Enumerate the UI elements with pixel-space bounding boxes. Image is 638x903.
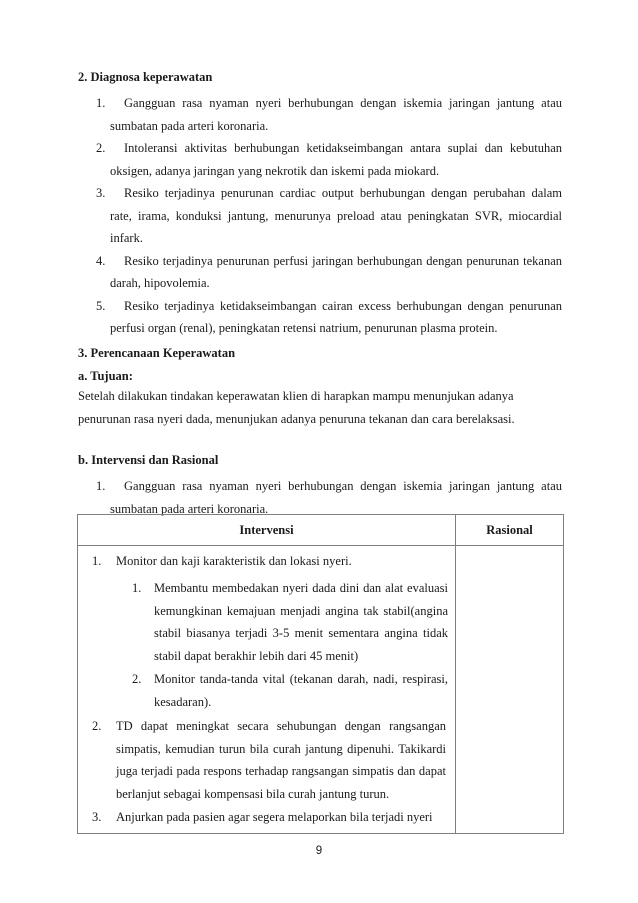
diagnosis-item: [96, 250, 562, 295]
item-text: Gangguan rasa nyaman nyeri berhubungan dengan iskemia jaringan jantung atau sumbatan pada arteri koronaria.: [110, 479, 562, 516]
intervensi-item: [92, 550, 444, 573]
item-number: 2.: [132, 672, 142, 686]
section-2-heading: 2. Diagnosa keperawatan: [78, 70, 213, 84]
tujuan-heading: a. Tujuan:: [78, 369, 133, 383]
item-number: 1.: [96, 479, 106, 493]
page-number: 9: [315, 845, 323, 857]
intervensi-heading: b. Intervensi dan Rasional: [78, 453, 219, 467]
section-3-heading: 3. Perencanaan Keperawatan: [78, 346, 236, 360]
item-number: 2.: [92, 719, 102, 733]
tujuan-text: Setelah dilakukan tindakan keperawatan klien di harapkan mampu menunjukan adanya penurunan rasa nyeri dada, menunjukan adanya penuruna tekanan dan cara berelaksasi.: [78, 389, 515, 426]
item-text: Monitor tanda-tanda vital (tekanan darah, nadi, respirasi, kesadaran).: [154, 672, 448, 709]
diagnosis-item: [96, 295, 562, 340]
item-text: Resiko terjadinya penurunan cardiac output berhubungan dengan perubahan dalam rate, irama, konduksi jantung, menurunya preload atau peningkatan SVR, miocardial infark.: [110, 186, 562, 245]
intervensi-item: [92, 715, 446, 805]
intervensi-subitem: [132, 577, 448, 667]
table-header-row: [78, 515, 564, 546]
intervensi-table: [77, 514, 564, 834]
item-number: 1.: [96, 96, 106, 110]
item-number: 3.: [92, 810, 102, 824]
item-text: TD dapat meningkat secara sehubungan dengan rangsangan simpatis, kemudian turun bila curah jantung dipenuhi. Takikardi juga terjadi pada respons terhadap rangsangan simpatis dan dapat berlanjut sebagai kompensasi bila curah jantung turun.: [116, 719, 446, 801]
item-number: 1.: [92, 554, 102, 568]
item-number: 5.: [96, 298, 106, 313]
header-intervensi: Intervensi: [78, 515, 456, 546]
rasional-cell: [456, 546, 564, 834]
intervensi-cell: [78, 546, 456, 834]
item-text: Monitor dan kaji karakteristik dan lokasi nyeri.: [116, 554, 352, 568]
diagnosis-item: [96, 92, 562, 137]
item-text: Resiko terjadinya penurunan perfusi jaringan berhubungan dengan penurunan tekanan darah, hipovolemia.: [110, 253, 562, 290]
intervensi-item: [92, 806, 446, 829]
item-number: 4.: [96, 253, 106, 268]
item-number: 3.: [96, 186, 106, 200]
item-number: 2.: [96, 141, 106, 155]
item-text: Gangguan rasa nyaman nyeri berhubungan dengan iskemia jaringan jantung atau sumbatan pada arteri koronaria.: [110, 96, 562, 133]
intervensi-subitem: [132, 668, 448, 713]
header-rasional: Rasional: [456, 515, 564, 546]
item-text: Resiko terjadinya ketidakseimbangan cairan excess berhubungan dengan penurunan perfusi organ (renal), peningkatan retensi natrium, penurunan plasma protein.: [110, 298, 562, 335]
diagnosis-item: [96, 137, 562, 182]
item-number: 1.: [132, 581, 142, 595]
table-row: [78, 546, 564, 834]
item-text: Membantu membedakan nyeri dada dini dan alat evaluasi kemungkinan kemajuan menjadi angina tak stabil(angina stabil biasanya terjadi 3-5 menit sementara angina tidak stabil dapat berakhir lebih dari 45 menit): [154, 581, 448, 663]
diagnosis-item: [96, 182, 562, 250]
diagnosis-list: [96, 92, 562, 340]
item-text: Intoleransi aktivitas berhubungan ketidakseimbangan antara suplai dan kebutuhan oksigen, adanya jaringan yang nekrotik dan iskemi pada miokard.: [110, 141, 562, 178]
item-text: Anjurkan pada pasien agar segera melaporkan bila terjadi nyeri: [116, 810, 433, 824]
